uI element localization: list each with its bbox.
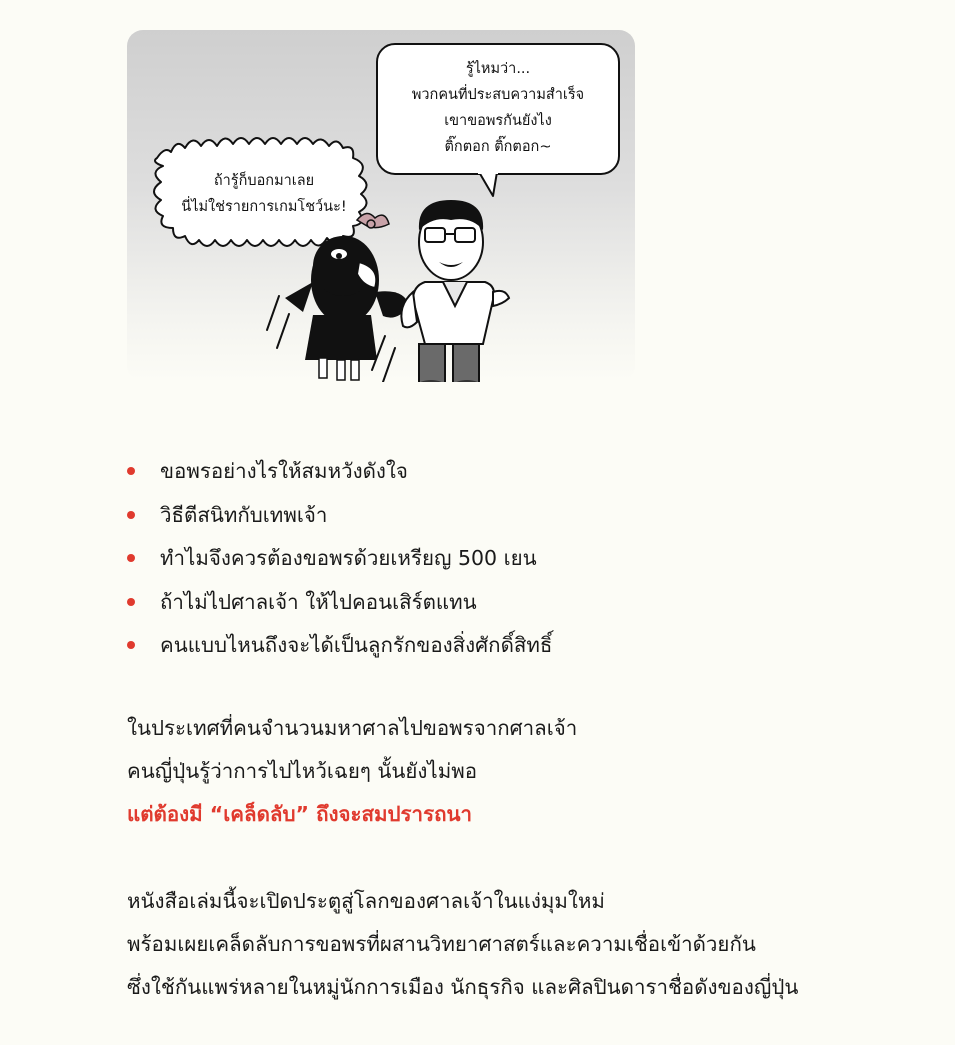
list-item bbox=[127, 587, 552, 631]
list-item bbox=[127, 500, 552, 544]
list-item bbox=[127, 543, 552, 587]
doctor-speech-line: พวกคนที่ประสบความสำเร็จ bbox=[411, 87, 585, 103]
bird-speech-line: นี่ไม่ใช่รายการเกมโชว์นะ! bbox=[181, 199, 347, 215]
bird-speech-text bbox=[171, 168, 357, 220]
doctor-speech-text bbox=[379, 56, 617, 160]
list-item-text: วิธีตีสนิทกับเทพเจ้า bbox=[160, 502, 328, 527]
list-item-text: ขอพรอย่างไรให้สมหวังดังใจ bbox=[160, 459, 408, 483]
bullet-dot-icon bbox=[127, 554, 135, 562]
doctor-speech-line: ติ๊กตอก ติ๊กตอก~ bbox=[444, 139, 552, 155]
bullet-list bbox=[127, 456, 552, 674]
list-item-text: ทำไมจึงควรต้องขอพรด้วยเหรียญ 500 เยน bbox=[160, 546, 537, 570]
paragraph-line: หนังสือเล่มนี้จะเปิดประตูสู่โลกของศาลเจ้าในแง่มุมใหม่ bbox=[127, 889, 605, 913]
doctor-speech-line: รู้ไหมว่า... bbox=[465, 61, 531, 77]
paragraph-line: ในประเทศที่คนจำนวนมหาศาลไปขอพรจากศาลเจ้า bbox=[127, 716, 578, 740]
illustration-panel bbox=[127, 30, 635, 382]
bullet-dot-icon bbox=[127, 598, 135, 606]
description-paragraph bbox=[127, 880, 798, 1009]
list-item bbox=[127, 456, 552, 500]
paragraph-line: พร้อมเผยเคล็ดลับการขอพรที่ผสานวิทยาศาสตร์และความเชื่อเข้าด้วยกัน bbox=[127, 932, 756, 956]
highlight-line: แต่ต้องมี “เคล็ดลับ” ถึงจะสมปรารถนา bbox=[127, 802, 473, 826]
list-item bbox=[127, 630, 552, 674]
intro-paragraph bbox=[127, 707, 577, 836]
bullet-dot-icon bbox=[127, 511, 135, 519]
bullet-dot-icon bbox=[127, 467, 135, 475]
paragraph-line: คนญี่ปุ่นรู้ว่าการไปไหว้เฉยๆ นั้นยังไม่พอ bbox=[127, 759, 478, 783]
paragraph-line: ซึ่งใช้กันแพร่หลายในหมู่นักการเมือง นักธุรกิจ และศิลปินดาราชื่อดังของญี่ปุ่น bbox=[127, 975, 799, 999]
bullet-dot-icon bbox=[127, 641, 135, 649]
list-item-text: ถ้าไม่ไปศาลเจ้า ให้ไปคอนเสิร์ตแทน bbox=[160, 589, 477, 614]
doctor-character bbox=[401, 200, 509, 382]
doctor-speech-line: เขาขอพรกันยังไง bbox=[444, 113, 552, 129]
list-item-text: คนแบบไหนถึงจะได้เป็นลูกรักของสิ่งศักดิ์สิทธิ์ bbox=[160, 633, 553, 657]
bird-speech-line: ถ้ารู้ก็บอกมาเลย bbox=[213, 173, 315, 189]
